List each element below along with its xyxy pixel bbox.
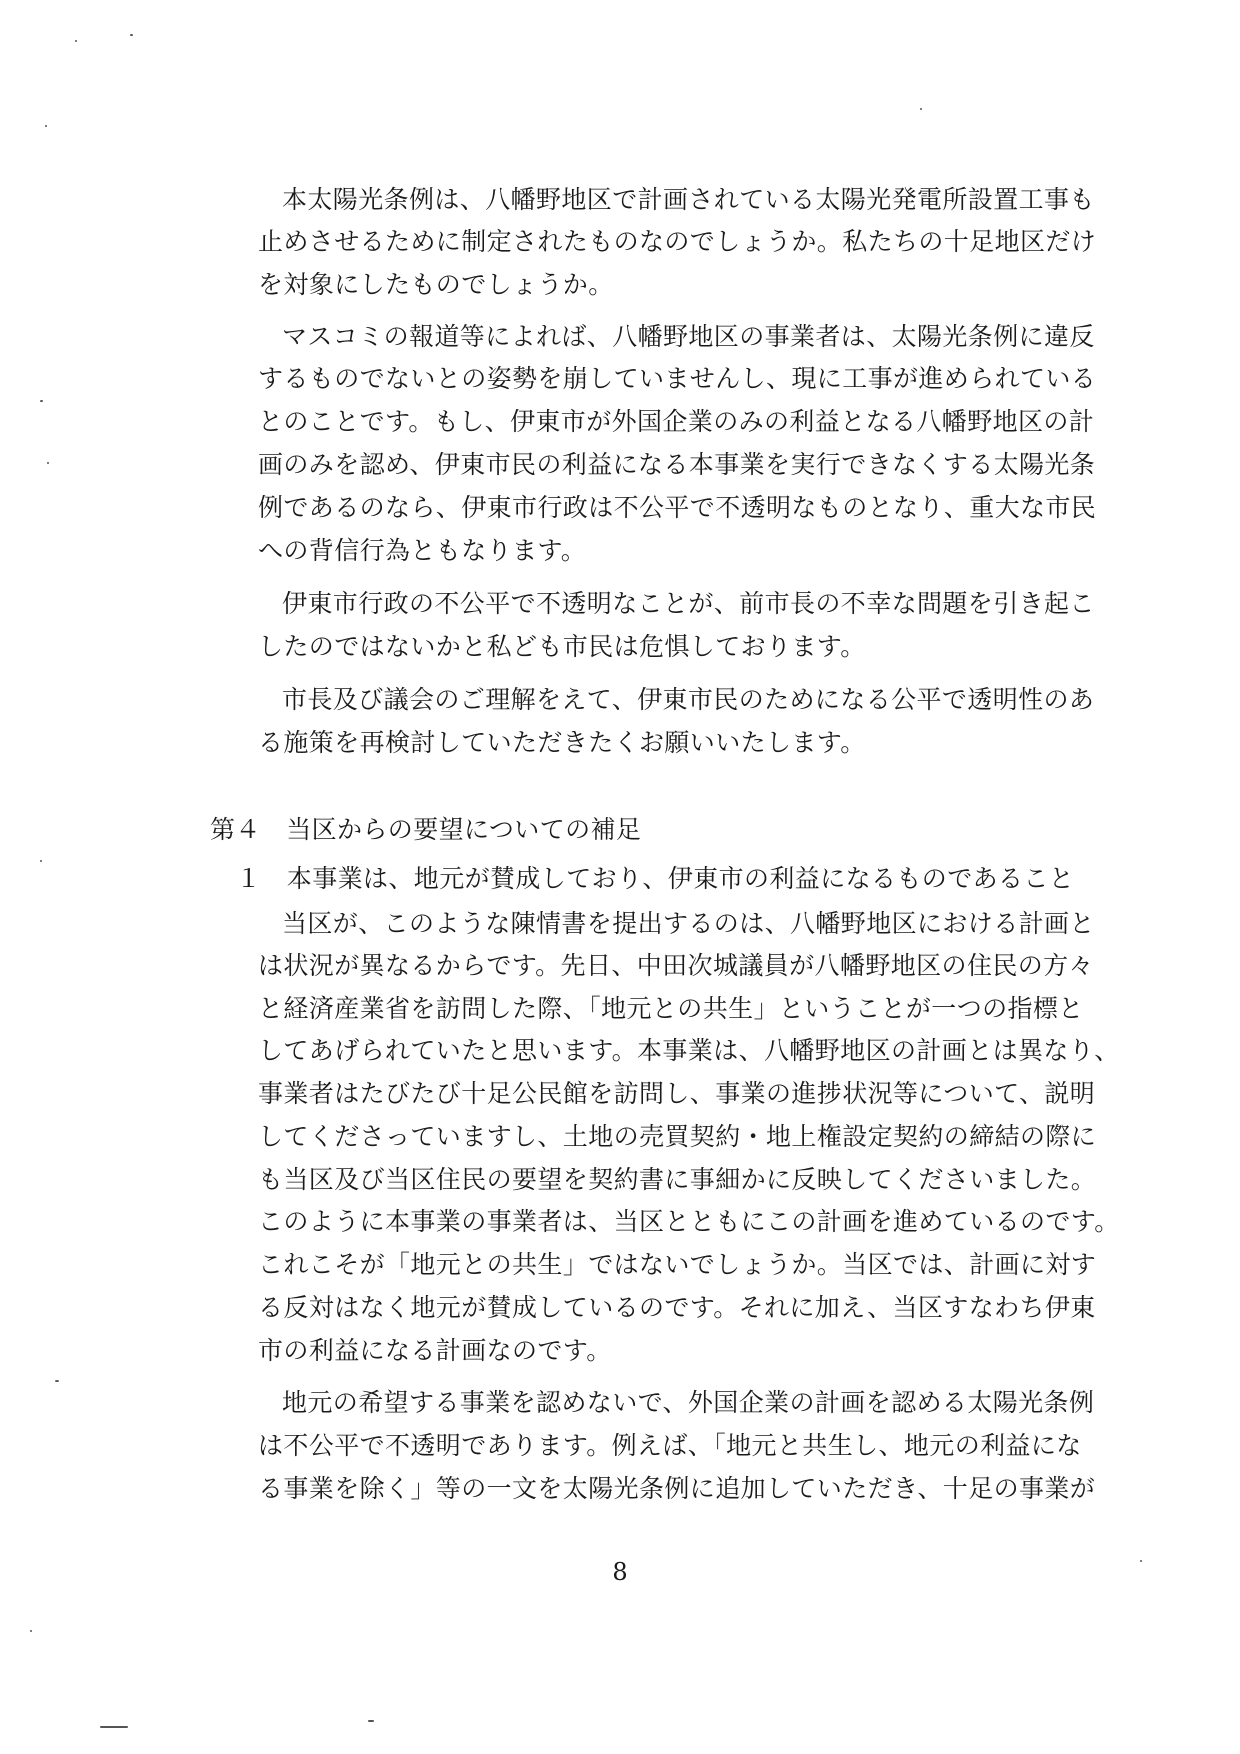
text-line: 地元の希望する事業を認めないで、外国企業の計画を認める太陽光条例: [282, 1388, 1095, 1417]
section-heading: 第４ 当区からの要望についての補足: [210, 815, 642, 844]
scan-speck: [368, 1720, 374, 1722]
text-line: 市の利益になる計画なのです。: [258, 1336, 612, 1365]
text-line: は不公平で不透明であります。例えば、「地元と共生し、地元の利益にな: [258, 1431, 1082, 1460]
text-line: への背信行為ともなります。: [258, 536, 587, 565]
scan-speck: [130, 34, 133, 36]
scan-speck: [100, 1726, 128, 1728]
page-number: 8: [612, 1558, 628, 1586]
text-line: 伊東市行政の不公平で不透明なことが、前市長の不幸な問題を引き起こ: [282, 589, 1095, 618]
text-line: 当区が、このような陳情書を提出するのは、八幡野地区における計画と: [282, 909, 1095, 938]
text-line: このように本事業の事業者は、当区とともにこの計画を進めているのです。: [258, 1207, 1120, 1236]
text-line: は状況が異なるからです。先日、中田次城議員が八幡野地区の住民の方々: [258, 951, 1094, 980]
text-line: る事業を除く」等の一文を太陽光条例に追加していただき、十足の事業が: [258, 1474, 1096, 1503]
scan-speck: [30, 1630, 32, 1632]
text-line: とのことです。もし、伊東市が外国企業のみの利益となる八幡野地区の計: [258, 407, 1095, 436]
subsection-heading: １ 本事業は、地元が賛成しており、伊東市の利益になるものであること: [236, 864, 1075, 893]
scan-speck: [45, 125, 47, 127]
text-line: 市長及び議会のご理解をえて、伊東市民のためになる公平で透明性のあ: [282, 685, 1095, 714]
scan-speck: [1140, 1560, 1142, 1562]
scan-speck: [55, 1380, 59, 1382]
scan-speck: [40, 400, 43, 402]
text-line: る施策を再検討していただきたくお願いいたします。: [258, 728, 866, 757]
text-line: 例であるのなら、伊東市行政は不公平で不透明なものとなり、重大な市民: [258, 493, 1097, 522]
text-line: と経済産業省を訪問した際、「地元との共生」ということが一つの指標と: [258, 994, 1084, 1023]
text-line: してあげられていたと思います。本事業は、八幡野地区の計画とは異なり、: [258, 1036, 1120, 1065]
text-line: これこそが「地元との共生」ではないでしょうか。当区では、計画に対す: [258, 1250, 1097, 1279]
text-line: 止めさせるために制定されたものなのでしょうか。私たちの十足地区だけ: [258, 227, 1097, 256]
text-line: するものでないとの姿勢を崩していませんし、現に工事が進められている: [258, 364, 1097, 393]
text-line: 画のみを認め、伊東市民の利益になる本事業を実行できなくする太陽光条: [258, 450, 1096, 479]
text-line: 事業者はたびたび十足公民館を訪問し、事業の進捗状況等について、説明: [258, 1079, 1096, 1108]
text-line: してくださっていますし、土地の売買契約・地上権設定契約の締結の際に: [258, 1122, 1097, 1151]
scan-speck: [75, 40, 77, 42]
text-line: も当区及び当区住民の要望を契約書に事細かに反映してくださいました。: [258, 1165, 1097, 1194]
scan-speck: [47, 462, 49, 464]
text-line: 本太陽光条例は、八幡野地区で計画されている太陽光発電所設置工事も: [282, 185, 1095, 214]
scan-speck: [920, 108, 922, 110]
text-line: る反対はなく地元が賛成しているのです。それに加え、当区すなわち伊東: [258, 1293, 1096, 1322]
text-line: を対象にしたものでしょうか。: [258, 270, 614, 299]
scan-speck: [40, 860, 42, 862]
text-line: マスコミの報道等によれば、八幡野地区の事業者は、太陽光条例に違反: [282, 322, 1095, 351]
text-line: したのではないかと私ども市民は危惧しております。: [258, 632, 866, 661]
